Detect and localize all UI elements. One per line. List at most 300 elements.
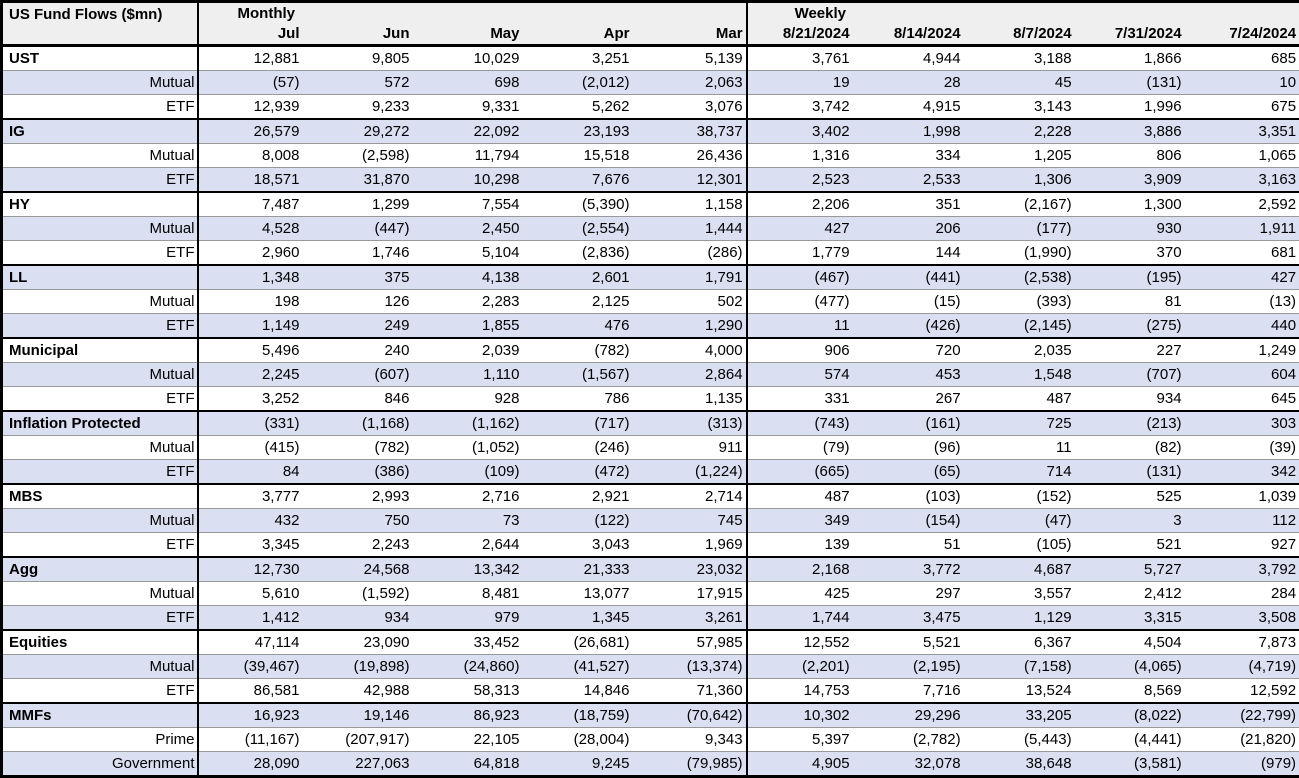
cell-weekly: 675 (1190, 95, 1299, 120)
table-row (2, 290, 1299, 314)
cell-monthly: 2,125 (528, 290, 638, 314)
cell-weekly: 14,753 (747, 679, 858, 704)
cell-monthly: 2,039 (418, 338, 528, 363)
cell-monthly: 2,960 (198, 241, 308, 266)
cell-monthly: 1,348 (198, 265, 308, 290)
cell-monthly: 9,805 (308, 46, 418, 71)
cell-weekly: 2,168 (747, 557, 858, 582)
cell-monthly: 2,283 (418, 290, 528, 314)
cell-monthly: 19,146 (308, 703, 418, 728)
cell-weekly: 51 (858, 533, 969, 558)
cell-monthly: 17,915 (638, 582, 747, 606)
table-row (2, 630, 1299, 655)
table-row (2, 460, 1299, 485)
cell-monthly: (207,917) (308, 728, 418, 752)
cell-monthly: 5,262 (528, 95, 638, 120)
row-label-sub: Mutual (2, 509, 198, 533)
cell-monthly: 249 (308, 314, 418, 339)
cell-weekly: 5,727 (1080, 557, 1190, 582)
cell-monthly: 572 (308, 71, 418, 95)
column-header-7-31-2024: 7/31/2024 (1080, 24, 1190, 46)
column-header-8-14-2024: 8/14/2024 (858, 24, 969, 46)
cell-weekly: 5,397 (747, 728, 858, 752)
cell-weekly: (665) (747, 460, 858, 485)
cell-monthly: 31,870 (308, 168, 418, 193)
row-label-sub: ETF (2, 460, 198, 485)
cell-weekly: 349 (747, 509, 858, 533)
cell-weekly: 297 (858, 582, 969, 606)
cell-weekly: (96) (858, 436, 969, 460)
cell-weekly: 934 (1080, 387, 1190, 412)
table-row (2, 265, 1299, 290)
table-row (2, 314, 1299, 339)
cell-weekly: 45 (969, 71, 1080, 95)
cell-monthly: 13,342 (418, 557, 528, 582)
cell-weekly: (105) (969, 533, 1080, 558)
cell-monthly: (5,390) (528, 192, 638, 217)
cell-monthly: 12,301 (638, 168, 747, 193)
cell-weekly: 2,035 (969, 338, 1080, 363)
cell-monthly: 9,245 (528, 752, 638, 777)
row-label-sub: Prime (2, 728, 198, 752)
cell-monthly: 2,245 (198, 363, 308, 387)
cell-monthly: 979 (418, 606, 528, 631)
cell-weekly: 33,205 (969, 703, 1080, 728)
cell-monthly: 84 (198, 460, 308, 485)
cell-monthly: 23,193 (528, 119, 638, 144)
row-label-sub: ETF (2, 95, 198, 120)
cell-monthly: 26,579 (198, 119, 308, 144)
cell-weekly: 2,228 (969, 119, 1080, 144)
cell-weekly: 7,716 (858, 679, 969, 704)
cell-weekly: 10 (1190, 71, 1299, 95)
cell-weekly: 2,412 (1080, 582, 1190, 606)
row-label-sub: ETF (2, 314, 198, 339)
cell-weekly: 487 (969, 387, 1080, 412)
cell-weekly: 6,367 (969, 630, 1080, 655)
cell-weekly: 1,249 (1190, 338, 1299, 363)
cell-monthly: (331) (198, 411, 308, 436)
cell-monthly: 9,343 (638, 728, 747, 752)
cell-weekly: 725 (969, 411, 1080, 436)
cell-weekly: 440 (1190, 314, 1299, 339)
cell-monthly: 4,000 (638, 338, 747, 363)
cell-monthly: 2,601 (528, 265, 638, 290)
cell-monthly: 3,043 (528, 533, 638, 558)
column-header-8-21-2024: 8/21/2024 (747, 24, 858, 46)
column-header-apr: Apr (528, 24, 638, 46)
row-label-sub: ETF (2, 679, 198, 704)
row-label-sub: Mutual (2, 363, 198, 387)
cell-monthly: (1,168) (308, 411, 418, 436)
cell-monthly: (70,642) (638, 703, 747, 728)
cell-monthly: 1,110 (418, 363, 528, 387)
cell-monthly: 1,746 (308, 241, 418, 266)
cell-monthly: 14,846 (528, 679, 638, 704)
cell-monthly: (1,592) (308, 582, 418, 606)
cell-weekly: 29,296 (858, 703, 969, 728)
cell-weekly: 1,039 (1190, 484, 1299, 509)
column-header-7-24-2024: 7/24/2024 (1190, 24, 1299, 46)
column-header-jul: Jul (198, 24, 308, 46)
cell-weekly: (7,158) (969, 655, 1080, 679)
row-label-sub: Government (2, 752, 198, 777)
cell-monthly: 786 (528, 387, 638, 412)
cell-weekly: 81 (1080, 290, 1190, 314)
cell-weekly: 19 (747, 71, 858, 95)
cell-weekly: 927 (1190, 533, 1299, 558)
cell-monthly: 2,450 (418, 217, 528, 241)
cell-weekly: (477) (747, 290, 858, 314)
cell-monthly: (313) (638, 411, 747, 436)
cell-weekly: 12,592 (1190, 679, 1299, 704)
cell-monthly: (26,681) (528, 630, 638, 655)
cell-weekly: (4,719) (1190, 655, 1299, 679)
cell-weekly: 1,866 (1080, 46, 1190, 71)
cell-monthly: (472) (528, 460, 638, 485)
cell-weekly: (8,022) (1080, 703, 1190, 728)
cell-monthly: 24,568 (308, 557, 418, 582)
cell-weekly: 1,300 (1080, 192, 1190, 217)
cell-weekly: 425 (747, 582, 858, 606)
cell-weekly: (47) (969, 509, 1080, 533)
cell-monthly: 1,969 (638, 533, 747, 558)
cell-weekly: (39) (1190, 436, 1299, 460)
cell-weekly: 267 (858, 387, 969, 412)
cell-monthly: 8,008 (198, 144, 308, 168)
cell-weekly: (154) (858, 509, 969, 533)
cell-weekly: (82) (1080, 436, 1190, 460)
cell-weekly: 1,744 (747, 606, 858, 631)
cell-monthly: 375 (308, 265, 418, 290)
cell-monthly: 2,063 (638, 71, 747, 95)
cell-weekly: 427 (747, 217, 858, 241)
cell-weekly: 32,078 (858, 752, 969, 777)
cell-monthly: 23,032 (638, 557, 747, 582)
cell-monthly: (19,898) (308, 655, 418, 679)
cell-weekly: 427 (1190, 265, 1299, 290)
cell-monthly: 1,290 (638, 314, 747, 339)
cell-weekly: 331 (747, 387, 858, 412)
cell-weekly: (2,145) (969, 314, 1080, 339)
cell-weekly: 1,316 (747, 144, 858, 168)
table-row (2, 95, 1299, 120)
cell-monthly: 5,610 (198, 582, 308, 606)
cell-weekly: 112 (1190, 509, 1299, 533)
cell-monthly: 13,077 (528, 582, 638, 606)
cell-weekly: (161) (858, 411, 969, 436)
table-row (2, 144, 1299, 168)
cell-monthly: (1,224) (638, 460, 747, 485)
cell-monthly: (386) (308, 460, 418, 485)
cell-weekly: 3,315 (1080, 606, 1190, 631)
row-label-category: Equities (2, 630, 198, 655)
cell-weekly: 284 (1190, 582, 1299, 606)
cell-weekly: (195) (1080, 265, 1190, 290)
cell-weekly: (393) (969, 290, 1080, 314)
cell-weekly: 681 (1190, 241, 1299, 266)
cell-monthly: (1,162) (418, 411, 528, 436)
table-row (2, 119, 1299, 144)
cell-monthly: 42,988 (308, 679, 418, 704)
table-row (2, 509, 1299, 533)
cell-weekly: 1,205 (969, 144, 1080, 168)
cell-weekly: 370 (1080, 241, 1190, 266)
cell-monthly: 928 (418, 387, 528, 412)
cell-monthly: 240 (308, 338, 418, 363)
row-label-sub: Mutual (2, 582, 198, 606)
cell-weekly: (441) (858, 265, 969, 290)
cell-weekly: 1,998 (858, 119, 969, 144)
cell-weekly: (213) (1080, 411, 1190, 436)
cell-monthly: 15,518 (528, 144, 638, 168)
cell-monthly: 1,158 (638, 192, 747, 217)
cell-monthly: 502 (638, 290, 747, 314)
table-row (2, 703, 1299, 728)
cell-monthly: 2,716 (418, 484, 528, 509)
cell-weekly: 714 (969, 460, 1080, 485)
cell-weekly: (2,167) (969, 192, 1080, 217)
table-row (2, 411, 1299, 436)
cell-weekly: 906 (747, 338, 858, 363)
cell-weekly: 3,886 (1080, 119, 1190, 144)
cell-monthly: 71,360 (638, 679, 747, 704)
cell-monthly: 22,092 (418, 119, 528, 144)
cell-monthly: 7,676 (528, 168, 638, 193)
cell-weekly: 2,592 (1190, 192, 1299, 217)
cell-monthly: (1,052) (418, 436, 528, 460)
cell-monthly: 8,481 (418, 582, 528, 606)
cell-weekly: 645 (1190, 387, 1299, 412)
cell-monthly: 5,104 (418, 241, 528, 266)
cell-weekly: 3,402 (747, 119, 858, 144)
cell-weekly: (275) (1080, 314, 1190, 339)
cell-monthly: 432 (198, 509, 308, 533)
cell-monthly: 227,063 (308, 752, 418, 777)
cell-monthly: 2,993 (308, 484, 418, 509)
cell-weekly: 8,569 (1080, 679, 1190, 704)
cell-monthly: 2,243 (308, 533, 418, 558)
cell-weekly: 342 (1190, 460, 1299, 485)
cell-monthly: (2,554) (528, 217, 638, 241)
cell-weekly: 13,524 (969, 679, 1080, 704)
cell-weekly: 1,306 (969, 168, 1080, 193)
cell-monthly: 3,251 (528, 46, 638, 71)
cell-monthly: 5,139 (638, 46, 747, 71)
cell-weekly: (2,538) (969, 265, 1080, 290)
cell-weekly: 3,557 (969, 582, 1080, 606)
cell-weekly: 10,302 (747, 703, 858, 728)
cell-monthly: 16,923 (198, 703, 308, 728)
cell-weekly: 4,915 (858, 95, 969, 120)
cell-monthly: 1,444 (638, 217, 747, 241)
cell-weekly: 3,188 (969, 46, 1080, 71)
cell-monthly: 745 (638, 509, 747, 533)
cell-weekly: 487 (747, 484, 858, 509)
cell-weekly: 227 (1080, 338, 1190, 363)
row-label-sub: Mutual (2, 290, 198, 314)
cell-weekly: 3 (1080, 509, 1190, 533)
cell-weekly: 3,772 (858, 557, 969, 582)
table-row (2, 655, 1299, 679)
cell-monthly: (1,567) (528, 363, 638, 387)
column-header-mar: Mar (638, 24, 747, 46)
cell-monthly: (286) (638, 241, 747, 266)
cell-monthly: (39,467) (198, 655, 308, 679)
cell-monthly: 1,135 (638, 387, 747, 412)
cell-monthly: 38,737 (638, 119, 747, 144)
cell-weekly: 1,548 (969, 363, 1080, 387)
table-row (2, 557, 1299, 582)
row-label-sub: Mutual (2, 217, 198, 241)
table-row (2, 71, 1299, 95)
cell-monthly: 4,528 (198, 217, 308, 241)
cell-weekly: 604 (1190, 363, 1299, 387)
row-label-sub: ETF (2, 533, 198, 558)
row-label-category: MBS (2, 484, 198, 509)
cell-weekly: 1,129 (969, 606, 1080, 631)
cell-weekly: (1,990) (969, 241, 1080, 266)
table-row (2, 168, 1299, 193)
cell-monthly: 12,939 (198, 95, 308, 120)
cell-monthly: (18,759) (528, 703, 638, 728)
cell-weekly: 521 (1080, 533, 1190, 558)
table-row (2, 582, 1299, 606)
cell-monthly: 698 (418, 71, 528, 95)
cell-weekly: 806 (1080, 144, 1190, 168)
cell-weekly: 4,687 (969, 557, 1080, 582)
cell-weekly: 685 (1190, 46, 1299, 71)
cell-monthly: 18,571 (198, 168, 308, 193)
cell-weekly: 3,143 (969, 95, 1080, 120)
cell-monthly: (79,985) (638, 752, 747, 777)
table-body (2, 46, 1299, 777)
cell-monthly: 3,261 (638, 606, 747, 631)
table-row (2, 241, 1299, 266)
cell-monthly: 1,855 (418, 314, 528, 339)
cell-monthly: 47,114 (198, 630, 308, 655)
cell-weekly: 3,475 (858, 606, 969, 631)
cell-weekly: 574 (747, 363, 858, 387)
cell-monthly: (447) (308, 217, 418, 241)
cell-monthly: (11,167) (198, 728, 308, 752)
cell-weekly: 1,065 (1190, 144, 1299, 168)
cell-weekly: (4,065) (1080, 655, 1190, 679)
row-label-sub: ETF (2, 387, 198, 412)
table-row (2, 387, 1299, 412)
section-header-row (2, 2, 1299, 24)
cell-monthly: 198 (198, 290, 308, 314)
cell-weekly: 7,873 (1190, 630, 1299, 655)
cell-weekly: (21,820) (1190, 728, 1299, 752)
cell-monthly: (109) (418, 460, 528, 485)
cell-weekly: 930 (1080, 217, 1190, 241)
row-label-sub: ETF (2, 241, 198, 266)
cell-weekly: 3,792 (1190, 557, 1299, 582)
cell-monthly: (2,836) (528, 241, 638, 266)
cell-weekly: 3,909 (1080, 168, 1190, 193)
table-row (2, 217, 1299, 241)
cell-monthly: 2,921 (528, 484, 638, 509)
cell-weekly: 2,523 (747, 168, 858, 193)
cell-monthly: 2,644 (418, 533, 528, 558)
cell-monthly: (782) (528, 338, 638, 363)
row-label-category: Municipal (2, 338, 198, 363)
cell-monthly: (782) (308, 436, 418, 460)
cell-monthly: 9,331 (418, 95, 528, 120)
cell-monthly: 29,272 (308, 119, 418, 144)
cell-monthly: (122) (528, 509, 638, 533)
row-label-category: LL (2, 265, 198, 290)
cell-weekly: (707) (1080, 363, 1190, 387)
cell-weekly: 144 (858, 241, 969, 266)
cell-monthly: (717) (528, 411, 638, 436)
cell-weekly: (2,782) (858, 728, 969, 752)
cell-weekly: 5,521 (858, 630, 969, 655)
table-row (2, 192, 1299, 217)
cell-weekly: 139 (747, 533, 858, 558)
cell-weekly: 3,508 (1190, 606, 1299, 631)
row-label-sub: Mutual (2, 655, 198, 679)
cell-monthly: (246) (528, 436, 638, 460)
cell-monthly: (13,374) (638, 655, 747, 679)
cell-monthly: 1,412 (198, 606, 308, 631)
cell-weekly: 303 (1190, 411, 1299, 436)
cell-weekly: (4,441) (1080, 728, 1190, 752)
cell-monthly: 86,581 (198, 679, 308, 704)
row-label-sub: ETF (2, 606, 198, 631)
row-label-category: UST (2, 46, 198, 71)
cell-weekly: (152) (969, 484, 1080, 509)
cell-weekly: 525 (1080, 484, 1190, 509)
cell-monthly: 9,233 (308, 95, 418, 120)
cell-monthly: 1,299 (308, 192, 418, 217)
table-row (2, 46, 1299, 71)
cell-monthly: (57) (198, 71, 308, 95)
cell-weekly: (103) (858, 484, 969, 509)
column-header-jun: Jun (308, 24, 418, 46)
table-row (2, 484, 1299, 509)
row-label-category: Inflation Protected (2, 411, 198, 436)
cell-monthly: 1,791 (638, 265, 747, 290)
cell-monthly: 28,090 (198, 752, 308, 777)
cell-weekly: (13) (1190, 290, 1299, 314)
cell-monthly: 64,818 (418, 752, 528, 777)
cell-monthly: 21,333 (528, 557, 638, 582)
cell-monthly: 1,149 (198, 314, 308, 339)
cell-weekly: 11 (747, 314, 858, 339)
cell-monthly: 476 (528, 314, 638, 339)
cell-weekly: 4,944 (858, 46, 969, 71)
row-label-category: HY (2, 192, 198, 217)
cell-monthly: 58,313 (418, 679, 528, 704)
cell-weekly: (131) (1080, 71, 1190, 95)
cell-monthly: 12,881 (198, 46, 308, 71)
cell-monthly: 26,436 (638, 144, 747, 168)
cell-weekly: (2,201) (747, 655, 858, 679)
cell-weekly: (2,195) (858, 655, 969, 679)
cell-weekly: (22,799) (1190, 703, 1299, 728)
cell-weekly: 720 (858, 338, 969, 363)
cell-weekly: 12,552 (747, 630, 858, 655)
table-title: US Fund Flows ($mn) (2, 2, 198, 46)
cell-monthly: 911 (638, 436, 747, 460)
table-row (2, 728, 1299, 752)
cell-weekly: 3,163 (1190, 168, 1299, 193)
cell-monthly: 73 (418, 509, 528, 533)
cell-weekly: 351 (858, 192, 969, 217)
cell-weekly: 334 (858, 144, 969, 168)
